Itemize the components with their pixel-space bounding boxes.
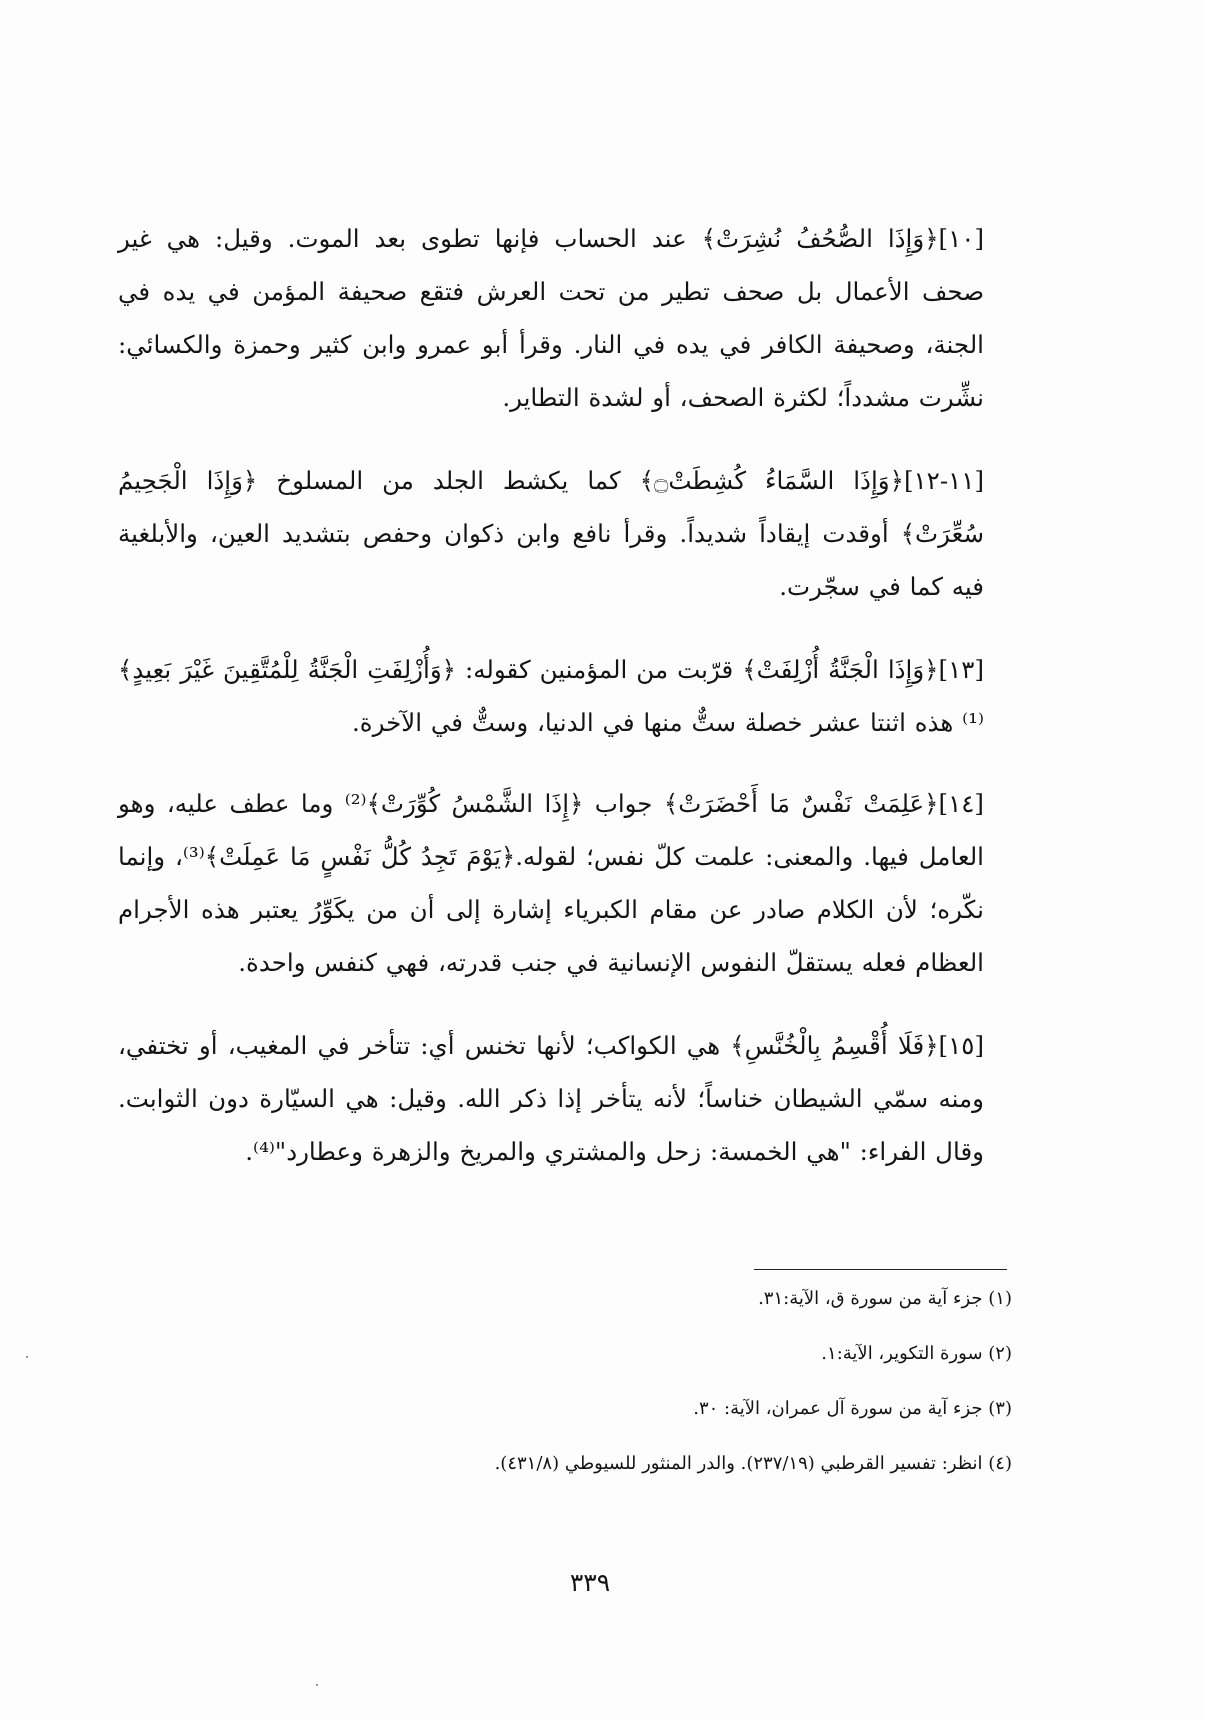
- footnote-2: (٢) سورة التكوير، الآية:١.: [821, 1343, 1012, 1364]
- footnotes: [494, 1286, 1012, 1506]
- commentary-text: [118, 212, 984, 1206]
- paragraph-verse-15: [١٥]﴿فَلَا أُقْسِمُ بِالْخُنَّسِ﴾ هي الكواكب؛ لأنها تخنس أي: تتأخر في المغيب، أو تختفي، ومنه سمّي الشيطان خناساً؛ لأنه يتأخر إذا ذكر الله. وقيل: هي السيّارة دون الثوابت. وقال الفراء: "هي الخمسة: زحل والمشتري والمريخ والزهرة وعطارد"⁽⁴⁾.: [118, 1031, 984, 1166]
- scan-speck: [26, 1356, 28, 1358]
- footnote-3: (٣) جزء آية من سورة آل عمران، الآية: ٣٠.: [693, 1398, 1012, 1419]
- paragraph-verse-14: [١٤]﴿عَلِمَتْ نَفْسٌ مَا أَحْضَرَتْ﴾ جواب ﴿إِذَا الشَّمْسُ كُوِّرَتْ﴾⁽²⁾ وما عطف عليه، وهو العامل فيها. والمعنى: علمت كلّ نفس؛ لقوله.﴿يَوْمَ تَجِدُ كُلُّ نَفْسٍ مَا عَمِلَتْ﴾⁽³⁾، وإنما نكّره؛ لأن الكلام صادر عن مقام الكبرياء إشارة إلى أن من يكَوِّرُ يعتبر هذه الأجرام العظام فعله يستقلّ النفوس الإنسانية في جنب قدرته، فهي كنفس واحدة.: [118, 789, 984, 977]
- paragraph-verse-13: [١٣]﴿وَإِذَا الْجَنَّةُ أُزْلِفَتْ﴾ قرّبت من المؤمنين كقوله: ﴿وَأُزْلِفَتِ الْجَنَّةُ لِلْمُتَّقِينَ غَيْرَ بَعِيدٍ﴾⁽¹⁾ هذه اثنتا عشر خصلة ستٌّ منها في الدنيا، وستٌّ في الآخرة.: [118, 655, 984, 737]
- footnote-separator: [754, 1269, 1007, 1270]
- paragraph-verse-10: [١٠]﴿وَإِذَا الصُّحُفُ نُشِرَتْ﴾ عند الحساب فإنها تطوى بعد الموت. وقيل: هي غير صحف الأعمال بل صحف تطير من تحت العرش فتقع صحيفة المؤمن في يده في الجنة، وصحيفة الكافر في يده في النار. وقرأ أبو عمرو وابن كثير وحمزة والكسائي: نشِّرت مشدداً؛ لكثرة الصحف، أو لشدة التطاير.: [118, 224, 984, 412]
- page-number: ٣٣٩: [569, 1568, 611, 1597]
- footnote-1: (١) جزء آية من سورة ق، الآية:٣١.: [758, 1288, 1012, 1309]
- paragraph-verses-11-12: [١١-١٢]﴿وَإِذَا السَّمَاءُ كُشِطَتْ۝﴾ كما يكشط الجلد من المسلوخ ﴿وَإِذَا الْجَحِيمُ سُعِّرَتْ﴾ أوقدت إيقاداً شديداً. وقرأ نافع وابن ذكوان وحفص بتشديد العين، والأبلغية فيه كما في سجّرت.: [118, 466, 985, 601]
- footnote-4: (٤) انظر: تفسير القرطبي (٢٣٧/١٩). والدر المنثور للسيوطي (٤٣١/٨).: [494, 1453, 1012, 1474]
- scan-speck: [316, 1684, 318, 1686]
